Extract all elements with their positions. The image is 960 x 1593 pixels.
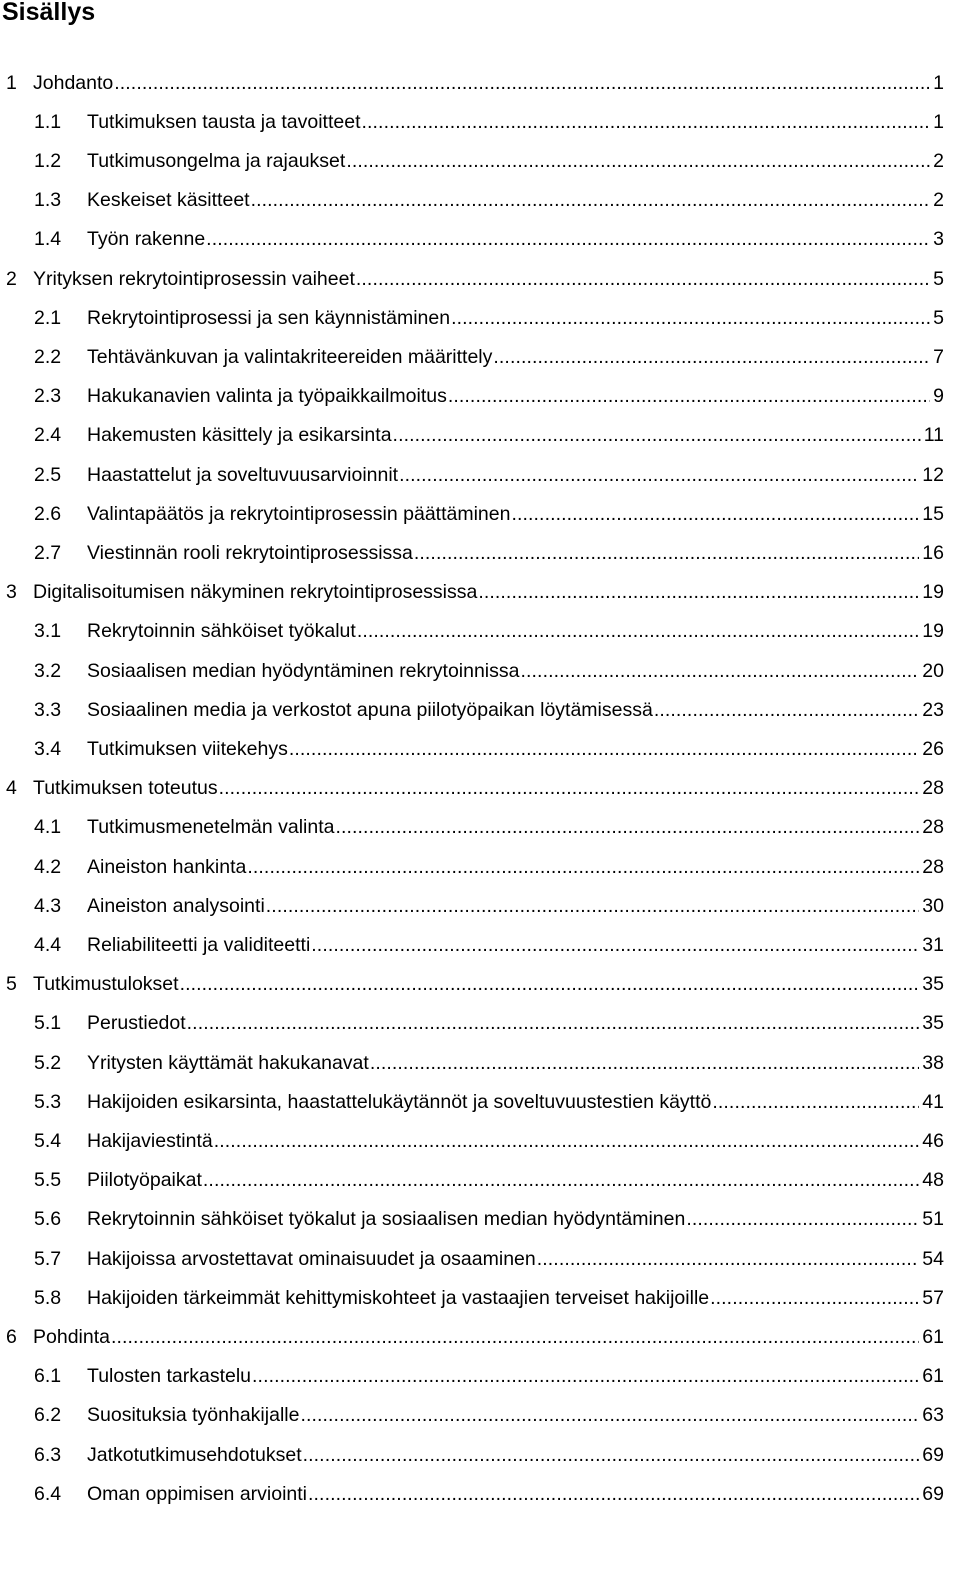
toc-entry[interactable] (0, 66, 944, 100)
toc-dot-leader (219, 776, 920, 802)
toc-dot-leader (370, 1050, 919, 1076)
toc-entry-title: Tutkimusongelma ja rajaukset (87, 149, 346, 172)
toc-dot-leader (448, 384, 930, 410)
toc-dot-leader (686, 1207, 919, 1233)
toc-entry-number: 2.7 (34, 541, 62, 564)
toc-entry-number: 4 (6, 777, 17, 800)
toc-entry[interactable] (0, 1085, 944, 1119)
toc-entry-page-number: 28 (922, 777, 944, 800)
toc-entry-page-number: 1 (933, 71, 944, 94)
toc-entry[interactable] (0, 1477, 944, 1511)
toc-dot-leader (206, 227, 930, 253)
toc-dot-leader (311, 932, 919, 958)
toc-entry-page-number: 31 (922, 933, 944, 956)
toc-entry-page-number: 69 (922, 1482, 944, 1505)
toc-entry-number: 6.4 (34, 1482, 62, 1505)
toc-entry[interactable] (0, 1242, 944, 1276)
toc-entry[interactable] (0, 1203, 944, 1237)
toc-entry[interactable] (0, 262, 944, 296)
toc-entry-title: Aineiston hankinta (87, 855, 247, 878)
toc-dot-leader (247, 854, 919, 880)
toc-entry-page-number: 69 (922, 1443, 944, 1466)
toc-entry-number: 5.4 (34, 1129, 62, 1152)
toc-entry-title: Tutkimusmenetelmän valinta (87, 816, 335, 839)
toc-dot-leader (114, 70, 930, 96)
toc-entry-title: Hakijoiden esikarsinta, haastattelukäytännöt ja soveltuvuustestien käyttö (87, 1090, 712, 1113)
toc-dot-leader (712, 1089, 919, 1115)
toc-entry-title: Aineiston analysointi (87, 894, 265, 917)
toc-dot-leader (308, 1481, 919, 1507)
toc-entry-title: Yritysten käyttämät hakukanavat (87, 1051, 369, 1074)
toc-entry-page-number: 7 (933, 345, 944, 368)
toc-entry-number: 4.2 (34, 855, 62, 878)
toc-entry-page-number: 3 (933, 228, 944, 251)
toc-dot-leader (357, 619, 919, 645)
toc-dot-leader (180, 972, 920, 998)
toc-entry-title: Sosiaalisen median hyödyntäminen rekrytoinnissa (87, 659, 520, 682)
toc-entry-page-number: 19 (922, 581, 944, 604)
toc-dot-leader (303, 1442, 920, 1468)
toc-dot-leader (654, 697, 919, 723)
toc-entry-title: Tulosten tarkastelu (87, 1365, 252, 1388)
toc-entry-number: 6.1 (34, 1365, 62, 1388)
toc-entry-number: 5.6 (34, 1208, 62, 1231)
toc-entry-title: Reliabiliteetti ja validiteetti (87, 933, 311, 956)
toc-dot-leader (266, 893, 920, 919)
toc-dot-leader (478, 580, 919, 606)
toc-entry[interactable] (0, 184, 944, 218)
toc-entry-page-number: 1 (933, 110, 944, 133)
toc-entry-title: Sosiaalinen media ja verkostot apuna piilotyöpaikan löytämisessä (87, 698, 653, 721)
toc-entry-title: Yrityksen rekrytointiprosessin vaiheet (33, 267, 355, 290)
toc-dot-leader (537, 1246, 920, 1272)
toc-entry-number: 2.6 (34, 502, 62, 525)
toc-dot-leader (335, 815, 919, 841)
toc-entry-page-number: 48 (922, 1169, 944, 1192)
toc-entry[interactable] (0, 223, 944, 257)
toc-entry-page-number: 9 (933, 385, 944, 408)
toc-entry-number: 2 (6, 267, 17, 290)
toc-dot-leader (493, 344, 930, 370)
toc-entry[interactable] (0, 1320, 944, 1354)
toc-entry[interactable] (0, 458, 944, 492)
toc-entry-page-number: 5 (933, 306, 944, 329)
toc-entry-page-number: 19 (922, 620, 944, 643)
toc-entry-title: Hakijaviestintä (87, 1129, 213, 1152)
toc-dot-leader (111, 1324, 919, 1350)
toc-entry-title: Suosituksia työnhakijalle (87, 1404, 300, 1427)
toc-entry[interactable] (0, 1360, 944, 1394)
toc-entry-page-number: 35 (922, 973, 944, 996)
toc-entry-title: Hakijoiden tärkeimmät kehittymiskohteet ja vastaajien terveiset hakijoille (87, 1286, 710, 1309)
toc-entry-number: 6.3 (34, 1443, 62, 1466)
toc-entry[interactable] (0, 928, 944, 962)
toc-dot-leader (346, 148, 930, 174)
toc-entry-number: 6.2 (34, 1404, 62, 1427)
toc-entry-page-number: 5 (933, 267, 944, 290)
toc-entry-number: 1.1 (34, 110, 62, 133)
toc-entry-title: Rekrytointiprosessi ja sen käynnistäminen (87, 306, 451, 329)
toc-dot-leader (251, 188, 931, 214)
toc-entry-number: 2.3 (34, 385, 62, 408)
toc-entry-title: Tutkimuksen tausta ja tavoitteet (87, 110, 361, 133)
toc-entry-page-number: 61 (922, 1325, 944, 1348)
toc-entry[interactable] (0, 497, 944, 531)
toc-entry-page-number: 2 (933, 189, 944, 212)
toc-entry[interactable] (0, 1438, 944, 1472)
toc-dot-leader (356, 266, 930, 292)
toc-entry-number: 5.7 (34, 1247, 62, 1270)
toc-entry-number: 5.5 (34, 1169, 62, 1192)
toc-entry-title: Digitalisoitumisen näkyminen rekrytointiprosessissa (33, 581, 478, 604)
toc-entry-number: 5.2 (34, 1051, 62, 1074)
toc-entry[interactable] (0, 772, 944, 806)
toc-entry[interactable] (0, 850, 944, 884)
toc-entry[interactable] (0, 536, 944, 570)
page-title: Sisällys (2, 0, 96, 26)
toc-entry-number: 4.3 (34, 894, 62, 917)
toc-entry-title: Työn rakenne (87, 228, 206, 251)
toc-entry[interactable] (0, 576, 944, 610)
toc-entry[interactable] (0, 615, 944, 649)
toc-entry-title: Tutkimuksen viitekehys (87, 737, 288, 760)
toc-entry-title: Hakijoissa arvostettavat ominaisuudet ja osaaminen (87, 1247, 536, 1270)
toc-entry-number: 4.1 (34, 816, 62, 839)
toc-entry[interactable] (0, 1281, 944, 1315)
toc-entry-title: Tutkimuksen toteutus (33, 777, 218, 800)
toc-entry-number: 6 (6, 1325, 17, 1348)
toc-dot-leader (414, 540, 919, 566)
toc-entry[interactable] (0, 1164, 944, 1198)
toc-entry-page-number: 16 (922, 541, 944, 564)
toc-entry-title: Haastattelut ja soveltuvuusarvioinnit (87, 463, 399, 486)
toc-entry-number: 3.3 (34, 698, 62, 721)
toc-entry[interactable] (0, 811, 944, 845)
toc-entry-title: Tutkimustulokset (33, 973, 179, 996)
toc-dot-leader (393, 423, 921, 449)
toc-entry-page-number: 28 (922, 816, 944, 839)
toc-entry-number: 2.5 (34, 463, 62, 486)
toc-entry-title: Tehtävänkuvan ja valintakriteereiden määrittely (87, 345, 493, 368)
toc-entry-page-number: 11 (923, 424, 944, 447)
toc-dot-leader (252, 1364, 919, 1390)
toc-dot-leader (451, 305, 930, 331)
toc-entry-title: Valintapäätös ja rekrytointiprosessin päättäminen (87, 502, 511, 525)
toc-entry-number: 3 (6, 581, 17, 604)
toc-dot-leader (289, 736, 919, 762)
toc-entry-page-number: 2 (933, 149, 944, 172)
toc-entry-number: 4.4 (34, 933, 62, 956)
toc-entry-page-number: 30 (922, 894, 944, 917)
toc-dot-leader (399, 462, 919, 488)
toc-entry-number: 5.1 (34, 1012, 62, 1035)
toc-entry-number: 1.4 (34, 228, 62, 251)
toc-entry[interactable] (0, 340, 944, 374)
toc-entry-title: Keskeiset käsitteet (87, 189, 250, 212)
toc-entry-title: Viestinnän rooli rekrytointiprosessissa (87, 541, 413, 564)
toc-entry-page-number: 57 (922, 1286, 944, 1309)
toc-entry-number: 2.4 (34, 424, 62, 447)
toc-entry[interactable] (0, 968, 944, 1002)
toc-entry-page-number: 61 (922, 1365, 944, 1388)
toc-entry-page-number: 38 (922, 1051, 944, 1074)
toc-entry[interactable] (0, 144, 944, 178)
toc-entry-title: Piilotyöpaikat (87, 1169, 202, 1192)
toc-entry-title: Jatkotutkimusehdotukset (87, 1443, 302, 1466)
toc-entry[interactable] (0, 1046, 944, 1080)
toc-entry-number: 2.1 (34, 306, 62, 329)
toc-entry[interactable] (0, 380, 944, 414)
toc-entry-page-number: 35 (922, 1012, 944, 1035)
toc-entry-number: 3.4 (34, 737, 62, 760)
toc-entry-page-number: 12 (922, 463, 944, 486)
toc-entry-page-number: 41 (922, 1090, 944, 1113)
toc-entry-page-number: 15 (922, 502, 944, 525)
toc-dot-leader (300, 1403, 919, 1429)
toc-entry[interactable] (0, 889, 944, 923)
toc-entry-title: Perustiedot (87, 1012, 186, 1035)
toc-dot-leader (362, 109, 931, 135)
toc-entry-page-number: 26 (922, 737, 944, 760)
toc-entry[interactable] (0, 419, 944, 453)
toc-dot-leader (511, 501, 919, 527)
toc-entry[interactable] (0, 105, 944, 139)
toc-entry[interactable] (0, 654, 944, 688)
toc-entry-number: 5 (6, 973, 17, 996)
toc-entry-number: 1.2 (34, 149, 62, 172)
toc-entry-page-number: 46 (922, 1129, 944, 1152)
toc-dot-leader (214, 1128, 920, 1154)
toc-entry-page-number: 28 (922, 855, 944, 878)
toc-entry-number: 5.3 (34, 1090, 62, 1113)
toc-entry-number: 1.3 (34, 189, 62, 212)
toc-entry[interactable] (0, 1007, 944, 1041)
toc-entry-title: Johdanto (33, 71, 114, 94)
toc-entry-page-number: 63 (922, 1404, 944, 1427)
toc-entry-title: Hakemusten käsittely ja esikarsinta (87, 424, 392, 447)
toc-dot-leader (521, 658, 920, 684)
toc-entry-title: Pohdinta (33, 1325, 110, 1348)
toc-entry[interactable] (0, 693, 944, 727)
toc-dot-leader (203, 1168, 919, 1194)
toc-entry-title: Rekrytoinnin sähköiset työkalut (87, 620, 356, 643)
toc-entry-number: 1 (6, 71, 17, 94)
toc-entry[interactable] (0, 301, 944, 335)
toc-dot-leader (710, 1285, 919, 1311)
toc-entry-number: 2.2 (34, 345, 62, 368)
toc-entry-number: 3.1 (34, 620, 62, 643)
toc-entry[interactable] (0, 1399, 944, 1433)
toc-entry-page-number: 23 (922, 698, 944, 721)
toc-dot-leader (187, 1011, 920, 1037)
toc-entry[interactable] (0, 732, 944, 766)
toc-entry-number: 5.8 (34, 1286, 62, 1309)
toc-entry-page-number: 20 (922, 659, 944, 682)
toc-entry-page-number: 54 (922, 1247, 944, 1270)
toc-entry-title: Oman oppimisen arviointi (87, 1482, 308, 1505)
toc-entry[interactable] (0, 1124, 944, 1158)
toc-entry-title: Rekrytoinnin sähköiset työkalut ja sosiaalisen median hyödyntäminen (87, 1208, 686, 1231)
toc-entry-title: Hakukanavien valinta ja työpaikkailmoitus (87, 385, 447, 408)
toc-entry-page-number: 51 (922, 1208, 944, 1231)
toc-entry-number: 3.2 (34, 659, 62, 682)
